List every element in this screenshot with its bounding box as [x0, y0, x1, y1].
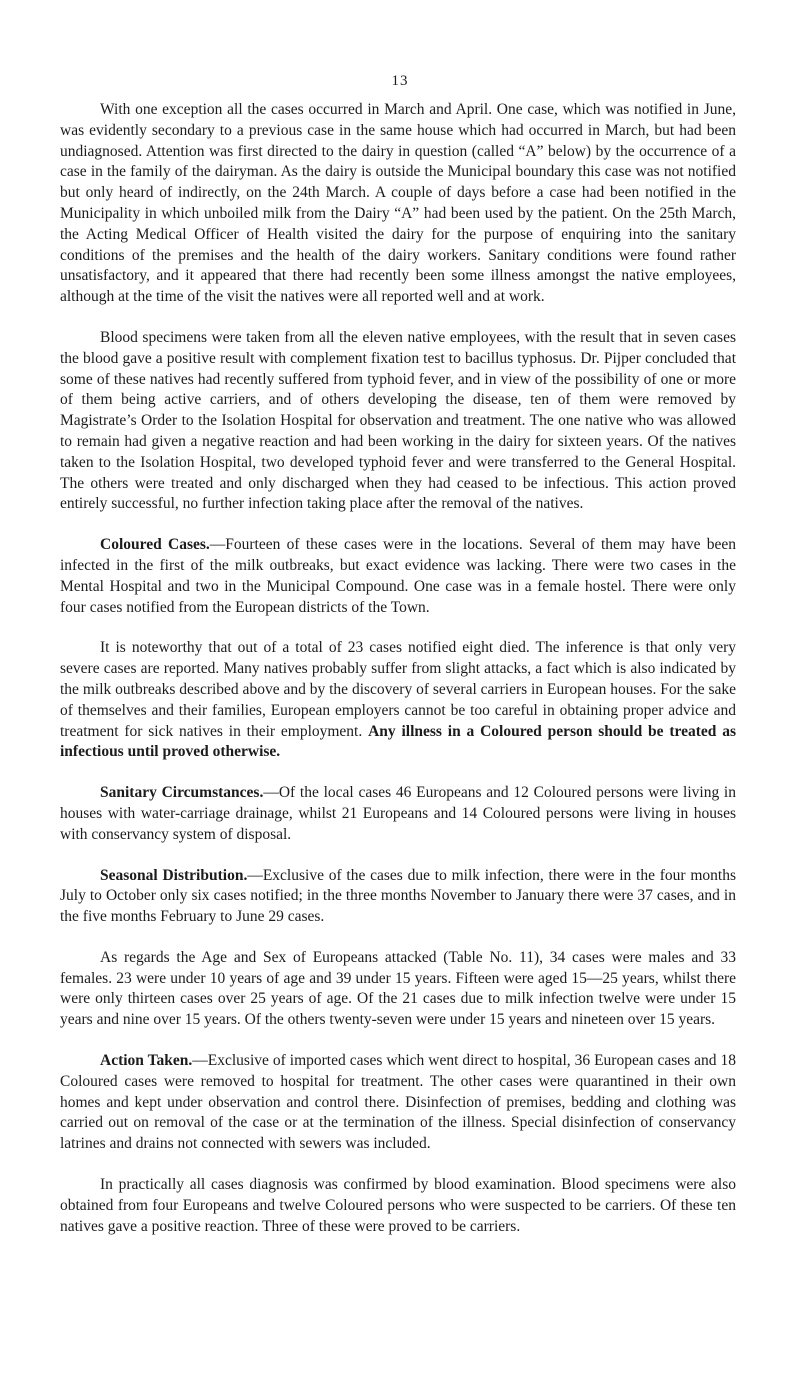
section-heading: Coloured Cases. — [100, 536, 210, 554]
paragraph-text: It is noteworthy that out of a total of 23 cases notified eight died. The inference is that only very severe cases are reported. Many natives probably suffer from slight attacks, a fact which is also indicated by the milk outbreaks described above and by the discovery of several carriers in European houses. For the sake of themselves and their families, European employers cannot be too careful in obtaining proper advice and treatment for sick natives in their employment. — [60, 639, 736, 740]
paragraph-text: As regards the Age and Sex of Europeans attacked (Table No. 11), 34 cases were males and 33 females. 23 were under 10 years of age and 39 under 15 years. Fifteen were aged 15—25 years, whilst there were only thirteen cases over 25 years of age. Of the 21 cases due to milk infection twelve were under 15 years and nine over 15 years. Of the others twenty-seven were under 15 years and nineteen over 15 years. — [60, 948, 736, 1029]
paragraph-text: —Exclusive of imported cases which went direct to hospital, 36 European cases and 18 Coloured cases were removed to hospital for treatment. The other cases were quarantined in their own homes and kept under observation and control there. Disinfection of premises, bedding and clothing was carried out on removal of the case or at the termination of the illness. Special disinfection of conservancy latrines and drains not connected with sewers was included. — [60, 1052, 736, 1153]
emphasized-advice: Any illness in a Coloured person should be treated as infectious until proved otherwise. — [60, 722, 736, 761]
paragraph-milk-outbreak — [60, 100, 736, 308]
paragraph-text: Blood specimens were taken from all the eleven native employees, with the result that in seven cases the blood gave a positive result with complement fixation test to bacillus typhosus. Dr. Pijper concluded that some of these natives had recently suffered from typhoid fever, and in view of the possibility of one or more of them being active carriers, and of others developing the disease, ten of them were removed by Magistrate’s Order to the Isolation Hospital for observation and treatment. The one native who was allowed to remain had given a negative reaction and had been working in the dairy for sixteen years. Of the natives taken to the Isolation Hospital, two developed typhoid fever and were transferred to the General Hospital. The others were treated and only discharged when they had ceased to be infectious. This action proved entirely successful, no further infection taking place after the removal of the natives. — [60, 328, 736, 513]
paragraph-text: —Of the local cases 46 Europeans and 12 Coloured persons were living in houses with water-carriage drainage, whilst 21 Europeans and 14 Coloured persons were living in houses with conservancy system of disposal. — [60, 784, 736, 843]
section-heading: Action Taken. — [100, 1052, 193, 1070]
paragraph-diagnosis — [60, 1175, 736, 1237]
paragraph-text: With one exception all the cases occurred in March and April. One case, which was notified in June, was evidently secondary to a previous case in the same house which had occurred in March, but had been undiagnosed. Attention was first directed to the dairy in question (called “A” below) by the occurrence of a case in the family of the dairyman. As the dairy is outside the Municipal boundary this case was not notified but only heard of indirectly, on the 24th March. A couple of days before a case had been notified in the Municipality in which unboiled milk from the Dairy “A” had been used by the patient. On the 25th March, the Acting Medical Officer of Health visited the dairy for the purpose of enquiring into the sanitary conditions of the premises and the health of the dairy workers. Sanitary conditions were found rather unsatisfactory, and it appeared that there had recently been some illness amongst the native employees, although at the time of the visit the natives were all reported well and at work. — [60, 101, 736, 306]
paragraph-sanitary — [60, 783, 736, 845]
page-number: 13 — [391, 73, 409, 89]
paragraph-action-taken — [60, 1051, 736, 1155]
section-heading: Seasonal Distribution. — [100, 866, 248, 884]
report-body — [60, 100, 736, 1257]
paragraph-mortality — [60, 638, 736, 763]
paragraph-text: —Exclusive of the cases due to milk infection, there were in the four months July to October only six cases notified; in the three months November to January there were 37 cases, and in the five months February to June 29 cases. — [60, 866, 737, 926]
paragraph-blood-specimens — [60, 328, 736, 515]
paragraph-coloured-cases — [60, 535, 736, 618]
section-heading: Sanitary Circumstances. — [100, 784, 264, 802]
paragraph-text: In practically all cases diagnosis was confirmed by blood examination. Blood specimens were also obtained from four Europeans and twelve Coloured persons who were suspected to be carriers. Of these ten natives gave a positive reaction. Three of these were proved to be carriers. — [60, 1176, 736, 1235]
paragraph-text: —Fourteen of these cases were in the locations. Several of them may have been infected in the first of the milk outbreaks, but exact evidence was lacking. There were two cases in the Mental Hospital and two in the Municipal Compound. One case was in a female hostel. There were only four cases notified from the European districts of the Town. — [60, 536, 736, 616]
paragraph-age-sex — [60, 948, 736, 1031]
paragraph-seasonal — [60, 866, 736, 928]
